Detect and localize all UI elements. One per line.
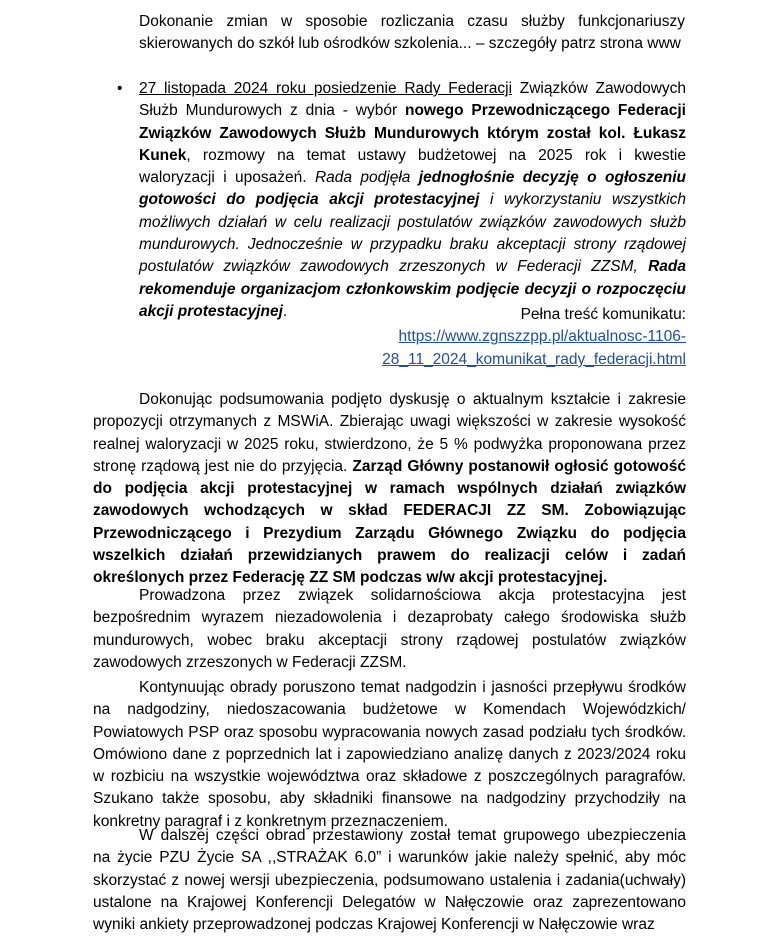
source-label: Pełna treść komunikatu: [520, 306, 686, 323]
bullet-italic-2: i wykorzystaniu wszystkich możliwych działań w celu realizacji postulatów związków zawodowych służb mundurowych. Jednocześnie w przypadku braku akceptacji strony rządowej postulatów związków zawodowych zrzeszonych w Federacji ZZSM, [139, 191, 687, 276]
meeting-date-link[interactable]: 27 listopada 2024 roku posiedzenie Rady Federacji [139, 80, 513, 97]
decision-bold-italic: jednogłośnie decyzję o ogłoszeniu gotowości do podjęcia akcji protestacyjnej [139, 169, 686, 209]
board-decision-bold: Zarząd Główny postanowił ogłosić gotowość do podjęcia akcji protestacyjnej w ramach wspólnych działań związków zawodowych wchodzących w skład FEDERACJI ZZ SM. Zobowiązując Przewodniczącego i Prezydium Zarządu Głównego Związku do podjęcia wszelkich działań przewidzianych prawem do realizacji celów i zadań określonych przez Federację ZZ SM podczas w/w akcji protestacyjnej. [93, 457, 686, 587]
intro-text: Dokonanie zmian w sposobie rozliczania czasu służby funkcjonariuszy skierowanych do szkół lub ośrodków szkolenia... – szczegóły patrz strona www [139, 13, 685, 53]
source-link-line-2[interactable]: 28_11_2024_komunikat_rady_federacji.html [382, 350, 686, 368]
intro-paragraph [139, 11, 685, 56]
new-chairman-bold: nowego Przewodniczącego Federacji Związków Zawodowych Służb Mundurowych którym został kol. Łukasz Kunek [139, 102, 686, 164]
source-link-line-1[interactable]: https://www.zgnszzpp.pl/aktualnosc-1106- [398, 328, 686, 346]
summary-text: Dokonując podsumowania podjęto dyskusję o aktualnym kształcie i zakresie propozycji otrzymanych z MSWiA. Zbierając uwagi większości w zakresie wysokość realnej waloryzacji w 2025 roku, stwierdzono, że 5 % podwyżka proponowana przez stronę rządową jest nie do przyjęcia. [93, 391, 686, 475]
bullet-text-1: Związków Zawodowych Służb Mundurowych z dnia - wybór [139, 80, 687, 120]
source-note [380, 304, 686, 371]
bullet-text-2: , rozmowy na temat ustawy budżetowej na 2025 rok i kwestie waloryzacji i uposażeń. [139, 146, 686, 187]
overtime-paragraph: Kontynuując obrady poruszono temat nadgodzin i jasności przepływu środków na nadgodziny, niedoszacowania budżetowe w Komendach Wojewódzkich/ Powiatowych PSP oraz sposobu wypracowania nowych zasad podziału tych środków. Omówiono dane z poprzednich lat i zapowiedziano analizę danych z 2023/2024 roku w rozbiciu na wszystkie województwa oraz składowe z poszczególnych paragrafów. Szukano także sposobu, aby składniki finansowe na nadgodziny przychodziły na konkretny paragraf i z konkretnym przeznaczeniem. [93, 679, 686, 830]
bullet-end: . [282, 302, 288, 320]
summary-paragraph [93, 389, 686, 590]
protest-paragraph: Prowadzona przez związek solidarnościowa akcja protestacyjna jest bezpośrednim wyrazem niezadowolenia i dezaprobaty całego środowiska służb mundurowych, wobec braku akceptacji strony rządowej postulatów związków zawodowych zrzeszonych w Federacji ZZSM. [93, 587, 686, 671]
recommendation-bold-italic: Rada rekomenduje organizacjom członkowskim podjęcie decyzji o rozpoczęciu akcji protestacyjnej [139, 258, 686, 320]
bullet-text [139, 78, 686, 323]
insurance-paragraph: W dalszej części obrad przestawiony został temat grupowego ubezpieczenia na życie PZU Życie SA ,,STRAŻAK 6.0” i warunków jakie należy spełnić, aby móc skorzystać z nowej wersji ubezpieczenia, podsumowano ustalenia i zadania(uchwały) ustalone na Krajowej Konferencji Delegatów w Nałęczowie oraz zaprezentowano wyniki ankiety przeprowadzonej podczas Krajowej Konferencji w Nałęczowie wraz [93, 827, 686, 934]
bullet-italic-1: Rada podjęła [314, 169, 419, 187]
bullet-marker: • [117, 80, 123, 97]
